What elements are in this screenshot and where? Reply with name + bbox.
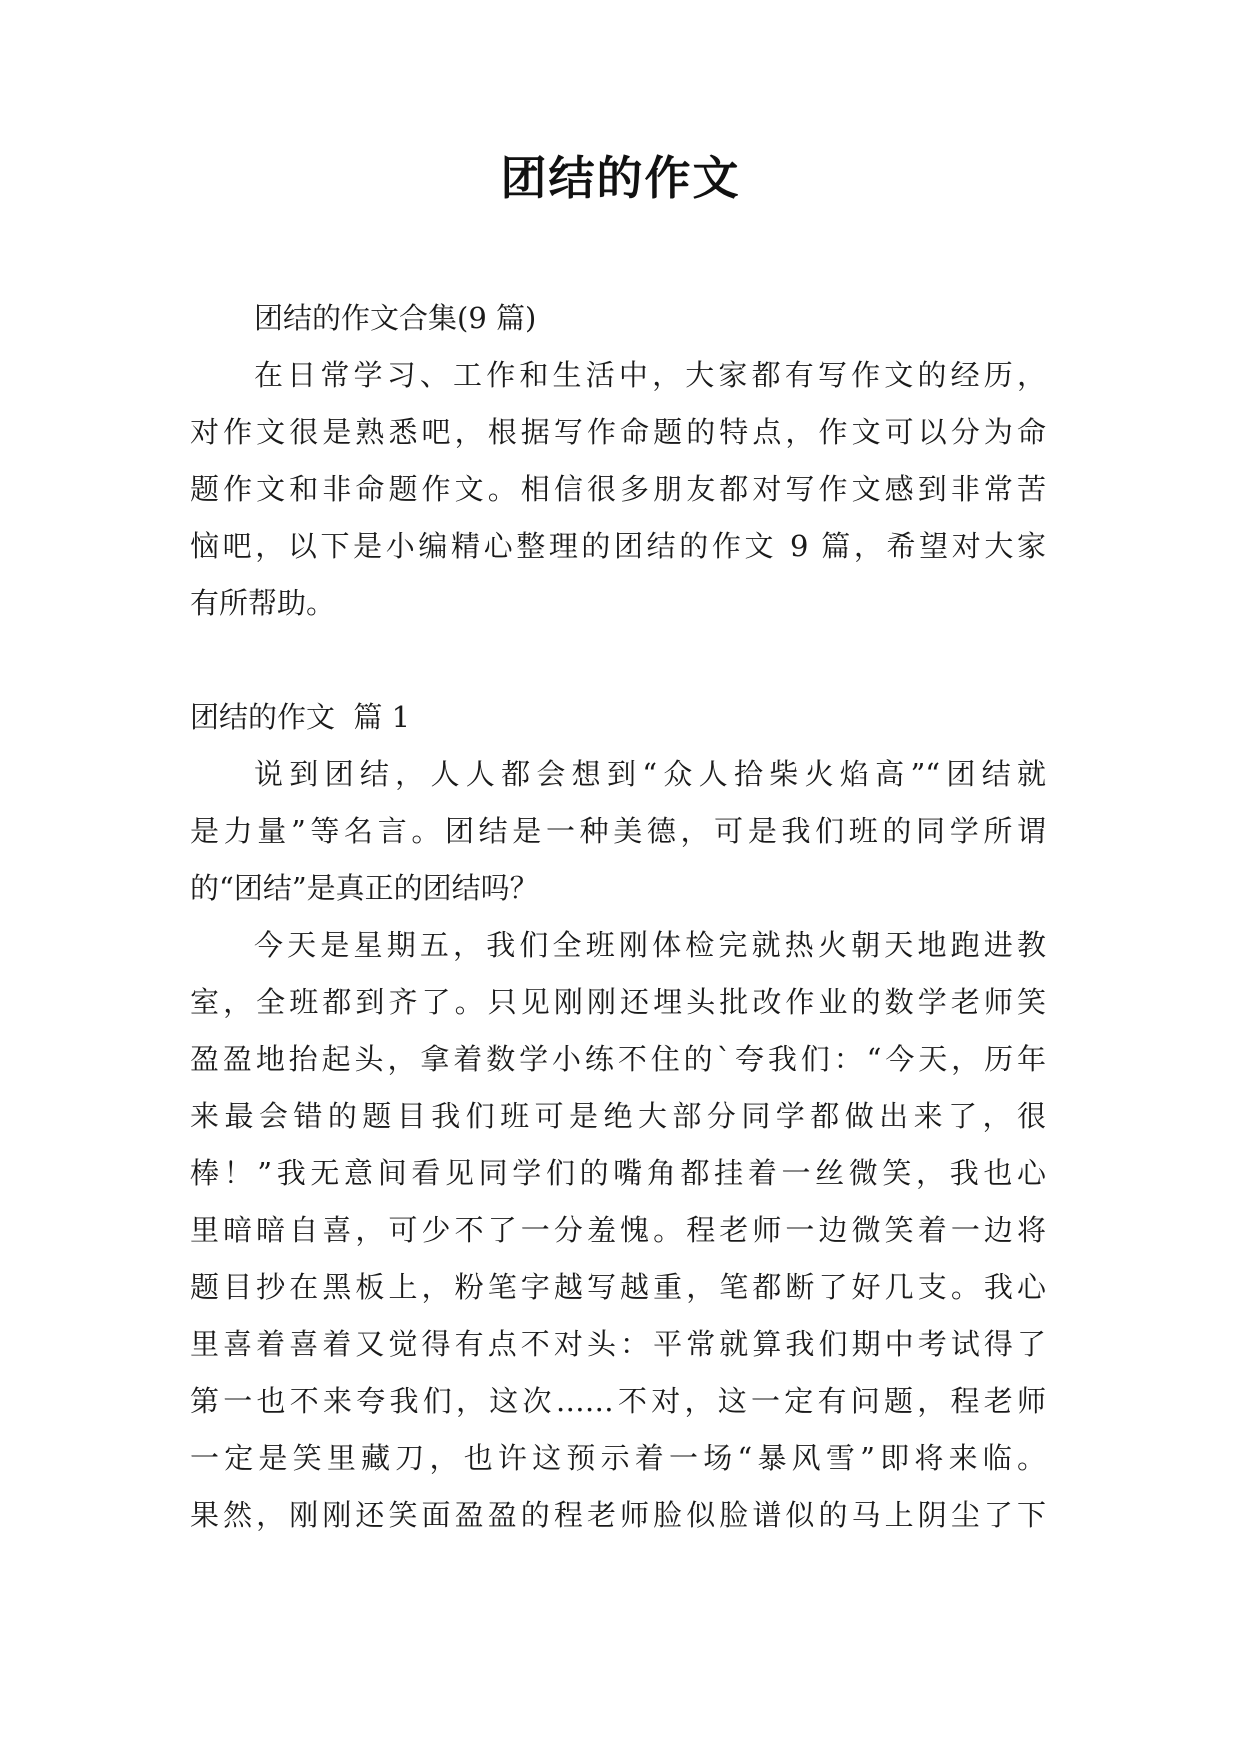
paragraph-line: 的“团结”是真正的团结吗？ — [190, 871, 539, 905]
paragraph-line: 是力量”等名言。团结是一种美德，可是我们班的同学所谓 — [190, 814, 1046, 848]
paragraph-line: 说到团结，人人都会想到“众人拾柴火焰高”“团结就 — [254, 757, 1046, 791]
paragraph-line: 室，全班都到齐了。只见刚刚还埋头批改作业的数学老师笑 — [190, 985, 1046, 1019]
section-paragraph-1 — [190, 746, 1046, 917]
intro-line: 在日常学习、工作和生活中，大家都有写作文的经历， — [254, 358, 1046, 392]
paragraph-line: 一定是笑里藏刀，也许这预示着一场“暴风雪”即将来临。 — [190, 1441, 1046, 1475]
intro-line: 对作文很是熟悉吧，根据写作命题的特点，作文可以分为命 — [190, 415, 1046, 449]
document-body — [190, 290, 1046, 1544]
intro-paragraph — [190, 347, 1046, 632]
document-title: 团结的作文 — [500, 151, 741, 205]
paragraph-line: 题目抄在黑板上，粉笔字越写越重，笔都断了好几支。我心 — [190, 1270, 1046, 1304]
paragraph-line: 第一也不来夸我们，这次……不对，这一定有问题，程老师 — [190, 1384, 1046, 1418]
paragraph-line: 今天是星期五，我们全班刚体检完就热火朝天地跑进教 — [254, 928, 1046, 962]
intro-line: 题作文和非命题作文。相信很多朋友都对写作文感到非常苦 — [190, 472, 1046, 506]
document-subtitle: 团结的作文合集(9 篇) — [254, 301, 537, 335]
paragraph-line: 果然，刚刚还笑面盈盈的程老师脸似脸谱似的马上阴尘了下 — [190, 1498, 1046, 1532]
section-heading: 团结的作文 篇 1 — [190, 700, 411, 734]
intro-line: 有所帮助。 — [190, 586, 336, 620]
paragraph-line: 里暗暗自喜，可少不了一分羞愧。程老师一边微笑着一边将 — [190, 1213, 1046, 1247]
paragraph-gap — [190, 632, 1046, 689]
intro-line: 恼吧，以下是小编精心整理的团结的作文 9 篇，希望对大家 — [190, 529, 1046, 563]
section-paragraph-2 — [190, 917, 1046, 1544]
paragraph-line: 棒！”我无意间看见同学们的嘴角都挂着一丝微笑，我也心 — [190, 1156, 1046, 1190]
paragraph-line: 来最会错的题目我们班可是绝大部分同学都做出来了，很 — [190, 1099, 1046, 1133]
paragraph-line: 里喜着喜着又觉得有点不对头：平常就算我们期中考试得了 — [190, 1327, 1046, 1361]
paragraph-line: 盈盈地抬起头，拿着数学小练不住的`夸我们：“今天，历年 — [190, 1042, 1046, 1076]
